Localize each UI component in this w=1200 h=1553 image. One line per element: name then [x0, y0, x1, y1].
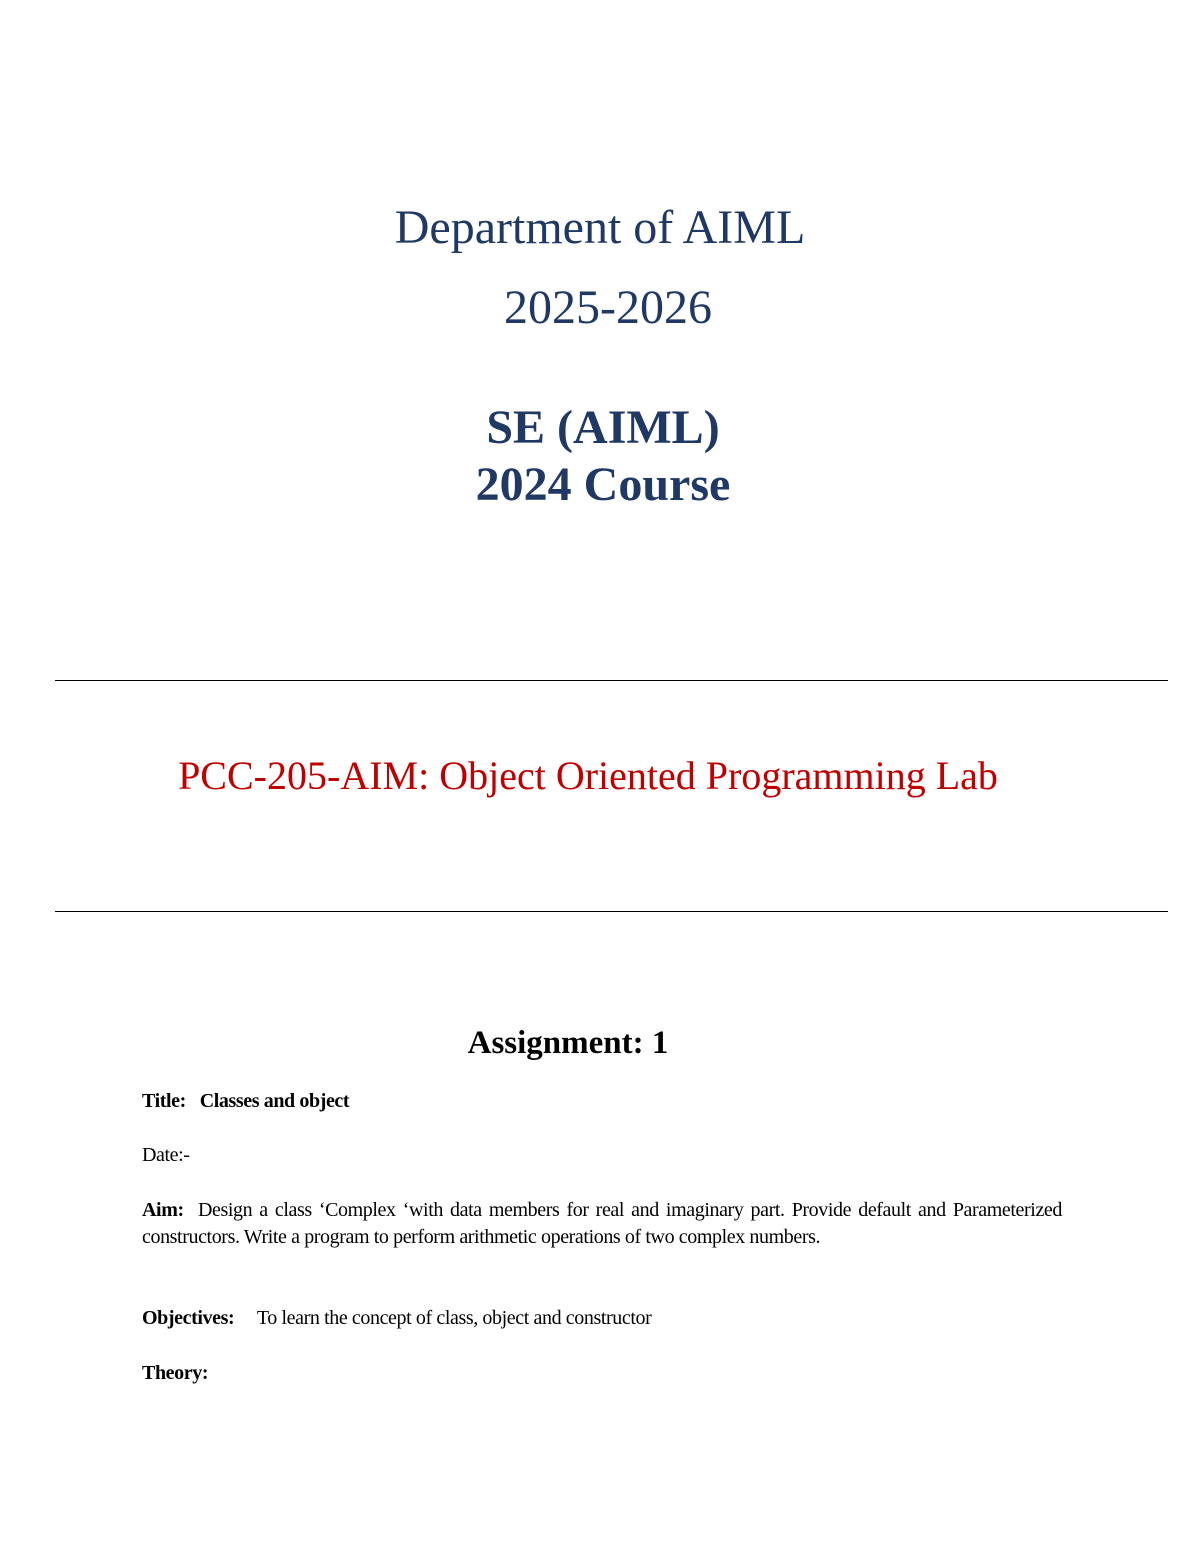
- objectives-label: Objectives:: [142, 1307, 235, 1329]
- title-value: Classes and object: [199, 1090, 350, 1112]
- objectives-text: To learn the concept of class, object and constructor: [256, 1307, 652, 1329]
- aim-paragraph: [142, 1197, 1062, 1251]
- assignment-heading: Assignment: 1: [467, 1025, 669, 1061]
- theory-label: Theory:: [142, 1362, 209, 1384]
- academic-year: 2025-2026: [504, 281, 712, 334]
- title-label: Title:: [142, 1090, 186, 1112]
- theory-line: [142, 1360, 1062, 1387]
- divider-bottom: [55, 911, 1168, 912]
- class-name: SE (AIML): [486, 401, 720, 454]
- aim-label: Aim:: [142, 1199, 184, 1221]
- divider-top: [55, 680, 1168, 681]
- department-name: Department of AIML: [394, 201, 806, 254]
- aim-text: Design a class ‘Complex ‘with data members for real and imaginary part. Provide default and Parameterized constructors. Write a program to perform arithmetic operations of two complex numbers.: [142, 1199, 1062, 1248]
- course-name: 2024 Course: [475, 458, 731, 511]
- subject-title: PCC-205-AIM: Object Oriented Programming Lab: [178, 753, 998, 798]
- title-line: [142, 1088, 1062, 1115]
- objectives-line: [142, 1305, 1062, 1332]
- date-line: Date:-: [142, 1144, 190, 1166]
